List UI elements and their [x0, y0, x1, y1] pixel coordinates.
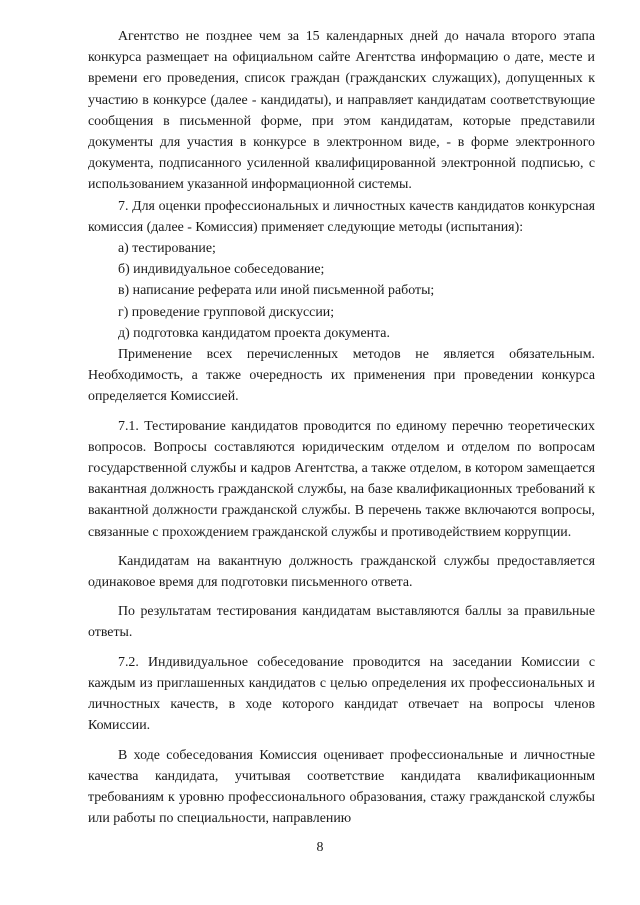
- list-item: д) подготовка кандидатом проекта документа.: [118, 325, 390, 341]
- list-item: г) проведение групповой дискуссии;: [118, 304, 335, 320]
- paragraph-interview-evaluation: В ходе собеседования Комиссия оценивает профессиональные и личностные качества кандидата, учитывая соответствие кандидата квалификационным требованиям к уровню профессионального образования, стажу гражданской службы или работы по специальности, направлению: [88, 747, 595, 827]
- list-item: в) написание реферата или иной письменной работы;: [118, 283, 435, 299]
- paragraph-equal-time: Кандидатам на вакантную должность гражданской службы предоставляется одинаковое время для подготовки письменного ответа.: [88, 553, 595, 591]
- paragraph-section-7-1: 7.1. Тестирование кандидатов проводится по единому перечню теоретических вопросов. Вопросы составляются юридическим отделом и отделом по вопросам государственной службы и кадров Агентства, а также отделом, в котором замещается вакантная должность гражданской службы, на базе квалификационных требований к вакантной должности гражданской службы. В перечень также включаются вопросы, связанные с прохождением гражданской службы и противодействием коррупции.: [88, 418, 595, 540]
- list-item: а) тестирование;: [118, 241, 216, 257]
- paragraph-section-7: 7. Для оценки профессиональных и личностных качеств кандидатов конкурсная комиссия (далее - Комиссия) применяет следующие методы (испытания):: [88, 198, 595, 235]
- paragraph-section-7-2: 7.2. Индивидуальное собеседование проводится на заседании Комиссии с каждым из приглашенных кандидатов с целью определения их профессиональных и личностных качеств, в ходе которого кандидат отвечает на вопросы членов Комиссии.: [88, 654, 595, 734]
- document-page: [88, 26, 595, 829]
- list-item: б) индивидуальное собеседование;: [118, 262, 325, 278]
- page-number: 8: [316, 840, 324, 855]
- paragraph-announcement: Агентство не позднее чем за 15 календарных дней до начала второго этапа конкурса размещает на официальном сайте Агентства информацию о дате, месте и времени его проведения, список граждан (гражданских служащих), допущенных к участию в конкурсе (далее - кандидаты), и направляет кандидатам соответствующие сообщения в письменной форме, при этом кандидатам, которые представили документы для участия в конкурсе в электронном виде, - в форме электронного документа, подписанного усиленной квалифицированной электронной подписью, с использованием указанной информационной системы.: [88, 29, 595, 193]
- methods-list: [88, 238, 595, 344]
- paragraph-methods-application: Применение всех перечисленных методов не является обязательным. Необходимость, а также очередность их применения при проведении конкурса определяется Комиссией.: [88, 347, 595, 405]
- paragraph-scoring: По результатам тестирования кандидатам выставляются баллы за правильные ответы.: [88, 604, 595, 641]
